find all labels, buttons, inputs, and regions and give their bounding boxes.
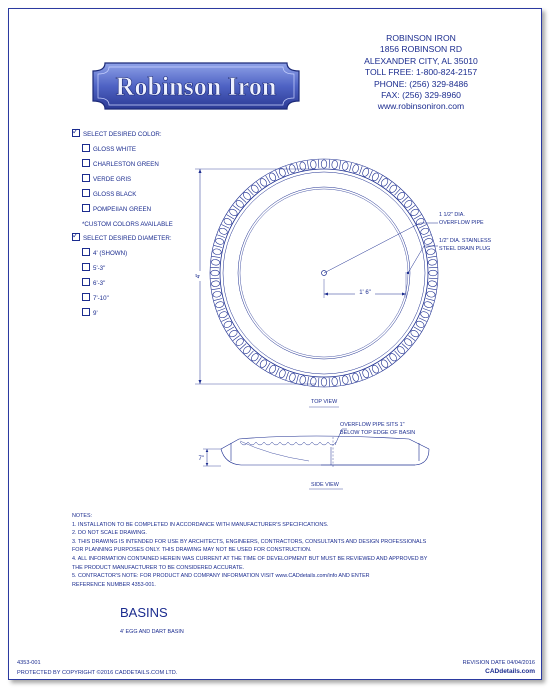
caddetails-brand[interactable] xyxy=(485,668,535,675)
dart-ornament xyxy=(240,344,246,350)
callout-line: OVERFLOW PIPE SITS 1" xyxy=(340,422,405,428)
dart-ornament xyxy=(214,245,222,247)
dart-ornament xyxy=(212,288,220,289)
dart-ornament xyxy=(402,197,408,203)
note-line: 1. INSTALLATION TO BE COMPLETED IN ACCORDANCE WITH MANUFACTURER'S SPECIFICATIONS. xyxy=(72,521,329,528)
custom-colors-note: *CUSTOM COLORS AVAILABLE xyxy=(82,221,173,228)
dart-ornament xyxy=(296,163,298,171)
egg-ornament xyxy=(426,248,435,255)
dart-ornament xyxy=(217,235,225,238)
color-option-label: GLOSS WHITE xyxy=(93,146,136,153)
egg-ornament xyxy=(299,375,306,384)
company-tollfree: TOLL FREE: 1-800-824-2157 xyxy=(364,67,478,78)
egg-ornament xyxy=(218,227,228,235)
company-address: 1856 ROBINSON RD xyxy=(379,44,463,55)
color-option-label: CHARLESTON GREEN xyxy=(93,161,159,168)
checkmark-icon: ✓ xyxy=(72,231,79,240)
side-view-label: SIDE VIEW xyxy=(311,482,339,488)
drawing-subtitle: 4' EGG AND DART BASIN xyxy=(120,629,184,635)
egg-ornament xyxy=(415,320,425,329)
dart-ornament xyxy=(428,256,436,257)
egg-ornament xyxy=(215,301,225,309)
dart-ornament xyxy=(359,372,362,380)
callout-line: BELOW TOP EDGE OF BASIN xyxy=(340,429,416,436)
note-line: THE PRODUCT MANUFACTURER TO BE CONSIDERED ACCURATE. xyxy=(72,564,245,571)
egg-ornament xyxy=(268,172,277,182)
diameter-heading: SELECT DESIRED DIAMETER: xyxy=(83,235,172,242)
note-line: FOR PLANNING PURPOSES ONLY. THIS DRAWING MAY NOT BE USED FOR CONSTRUCTION. xyxy=(72,547,312,554)
revision-date: REVISION DATE 04/04/2016 xyxy=(462,660,535,666)
notes-heading: NOTES: xyxy=(72,513,93,519)
egg-ornament xyxy=(310,160,316,169)
dart-ornament xyxy=(296,375,298,383)
side-callout xyxy=(340,422,415,437)
egg-ornament xyxy=(268,364,277,374)
color-option-label: POMPEIIAN GREEN xyxy=(93,206,152,213)
color-option-label: VERDE GRIS xyxy=(93,176,132,183)
drain-callout xyxy=(439,238,491,253)
diameter-option-label: 4' (SHOWN) xyxy=(93,250,128,257)
egg-ornament xyxy=(362,167,370,177)
dart-ornament xyxy=(426,299,434,301)
drawing-title: BASINS xyxy=(120,605,168,620)
callout-line: OVERFLOW PIPE xyxy=(439,219,484,226)
egg-ornament xyxy=(288,164,296,174)
egg-ornament xyxy=(212,248,221,255)
dart-ornament xyxy=(402,344,408,350)
dart-ornament xyxy=(395,189,401,195)
dart-ornament xyxy=(359,166,362,174)
egg-ornament xyxy=(310,377,316,386)
egg-ornament xyxy=(428,259,437,265)
egg-ornament xyxy=(218,311,228,319)
dart-ornament xyxy=(350,375,352,383)
egg-ornament xyxy=(211,270,219,276)
logo-text: Robinson Iron xyxy=(115,72,277,101)
egg-ornament xyxy=(362,369,370,379)
callout-line: 1/2" DIA. STAINLESS xyxy=(439,238,492,244)
egg-ornament xyxy=(215,237,225,245)
egg-ornament xyxy=(331,377,337,386)
dart-ornament xyxy=(240,197,246,203)
dart-ornament xyxy=(423,235,431,238)
egg-ornament xyxy=(423,237,433,245)
egg-ornament xyxy=(288,372,296,382)
egg-ornament xyxy=(342,375,349,384)
note-line: REFERENCE NUMBER 4353-001. xyxy=(72,581,156,588)
note-line: 2. DO NOT SCALE DRAWING. xyxy=(72,530,147,537)
dart-ornament xyxy=(217,308,225,311)
callout-line: 1 1/2" DIA. xyxy=(439,212,465,218)
diameter-option-label: 5'-3" xyxy=(93,265,106,272)
egg-ornament xyxy=(420,311,430,319)
egg-ornament xyxy=(429,270,437,276)
company-phone: PHONE: (256) 329-8486 xyxy=(373,78,469,89)
egg-ornament xyxy=(223,320,233,329)
egg-ornament xyxy=(321,160,327,168)
drawing-number: 4353-001 xyxy=(17,660,41,666)
company-website[interactable]: www.robinsoniron.com xyxy=(377,101,465,112)
side-view-drawing xyxy=(221,436,429,467)
note-line: 5. CONTRACTOR'S NOTE: FOR PRODUCT AND COMPANY INFORMATION VISIT www.CADdetails.com/info AND ENTER xyxy=(72,573,370,580)
dart-ornament xyxy=(428,288,436,289)
dart-ornament xyxy=(339,377,340,385)
egg-ornament xyxy=(211,259,220,265)
callout-line: STEEL DRAIN PLUG xyxy=(439,245,491,252)
company-name: ROBINSON IRON xyxy=(386,33,456,43)
overflow-callout xyxy=(439,212,484,227)
checkmark-icon: ✓ xyxy=(72,127,79,136)
egg-ornament xyxy=(342,161,349,170)
color-option-label: GLOSS BLACK xyxy=(93,191,137,198)
dart-ornament xyxy=(395,351,401,357)
dart-ornament xyxy=(426,245,434,247)
egg-ornament xyxy=(223,217,233,226)
drawing-sheet xyxy=(8,8,542,680)
egg-ornament xyxy=(352,164,360,174)
egg-ornament xyxy=(278,369,286,379)
egg-ornament xyxy=(423,301,433,309)
color-heading: SELECT DESIRED COLOR: xyxy=(83,131,162,138)
radius-dimension: 1' 6" xyxy=(359,290,371,296)
dart-ornament xyxy=(423,308,431,311)
egg-ornament xyxy=(371,172,380,182)
egg-ornament xyxy=(426,291,435,298)
egg-ornament xyxy=(212,291,221,298)
egg-ornament xyxy=(352,372,360,382)
egg-ornament xyxy=(331,160,337,169)
dart-ornament xyxy=(286,166,289,174)
note-line: 3. THIS DRAWING IS INTENDED FOR USE BY ARCHITECTS, ENGINEERS, CONTRACTORS, CONSULTANTS AND DESIGN PROFESSIONALS xyxy=(72,538,427,545)
egg-ornament xyxy=(428,280,437,286)
side-height-dimension: 7" xyxy=(198,456,204,462)
egg-ornament xyxy=(211,280,220,286)
top-view-drawing xyxy=(9,9,541,509)
egg-ornament xyxy=(371,364,380,374)
diameter-option-label: 9' xyxy=(93,310,98,317)
dart-ornament xyxy=(286,372,289,380)
dart-ornament xyxy=(214,299,222,301)
diameter-option-label: 6'-3" xyxy=(93,280,106,287)
company-city: ALEXANDER CITY, AL 35010 xyxy=(364,55,478,66)
copyright: PROTECTED BY COPYRIGHT ©2016 CADDETAILS.COM LTD. xyxy=(17,670,178,676)
note-line: 4. ALL INFORMATION CONTAINED HEREIN WAS CURRENT AT THE TIME OF DEVELOPMENT BUT MUST BE REVIEWED AND APPROVED BY xyxy=(72,555,428,562)
company-fax: FAX: (256) 329-8960 xyxy=(381,90,461,101)
top-view-label: TOP VIEW xyxy=(311,399,338,405)
egg-ornament xyxy=(420,227,430,235)
notes xyxy=(72,512,427,589)
dart-ornament xyxy=(248,351,254,357)
dart-ornament xyxy=(248,189,254,195)
dart-ornament xyxy=(350,163,352,171)
dart-ornament xyxy=(339,161,340,169)
egg-ornament xyxy=(321,378,327,386)
dart-ornament xyxy=(307,161,308,169)
egg-ornament xyxy=(299,161,306,170)
dart-ornament xyxy=(212,256,220,257)
height-dimension: 4' xyxy=(196,273,202,279)
brand-text: CADdetails.com xyxy=(485,668,535,675)
diameter-option-label: 7'-10" xyxy=(93,295,109,302)
